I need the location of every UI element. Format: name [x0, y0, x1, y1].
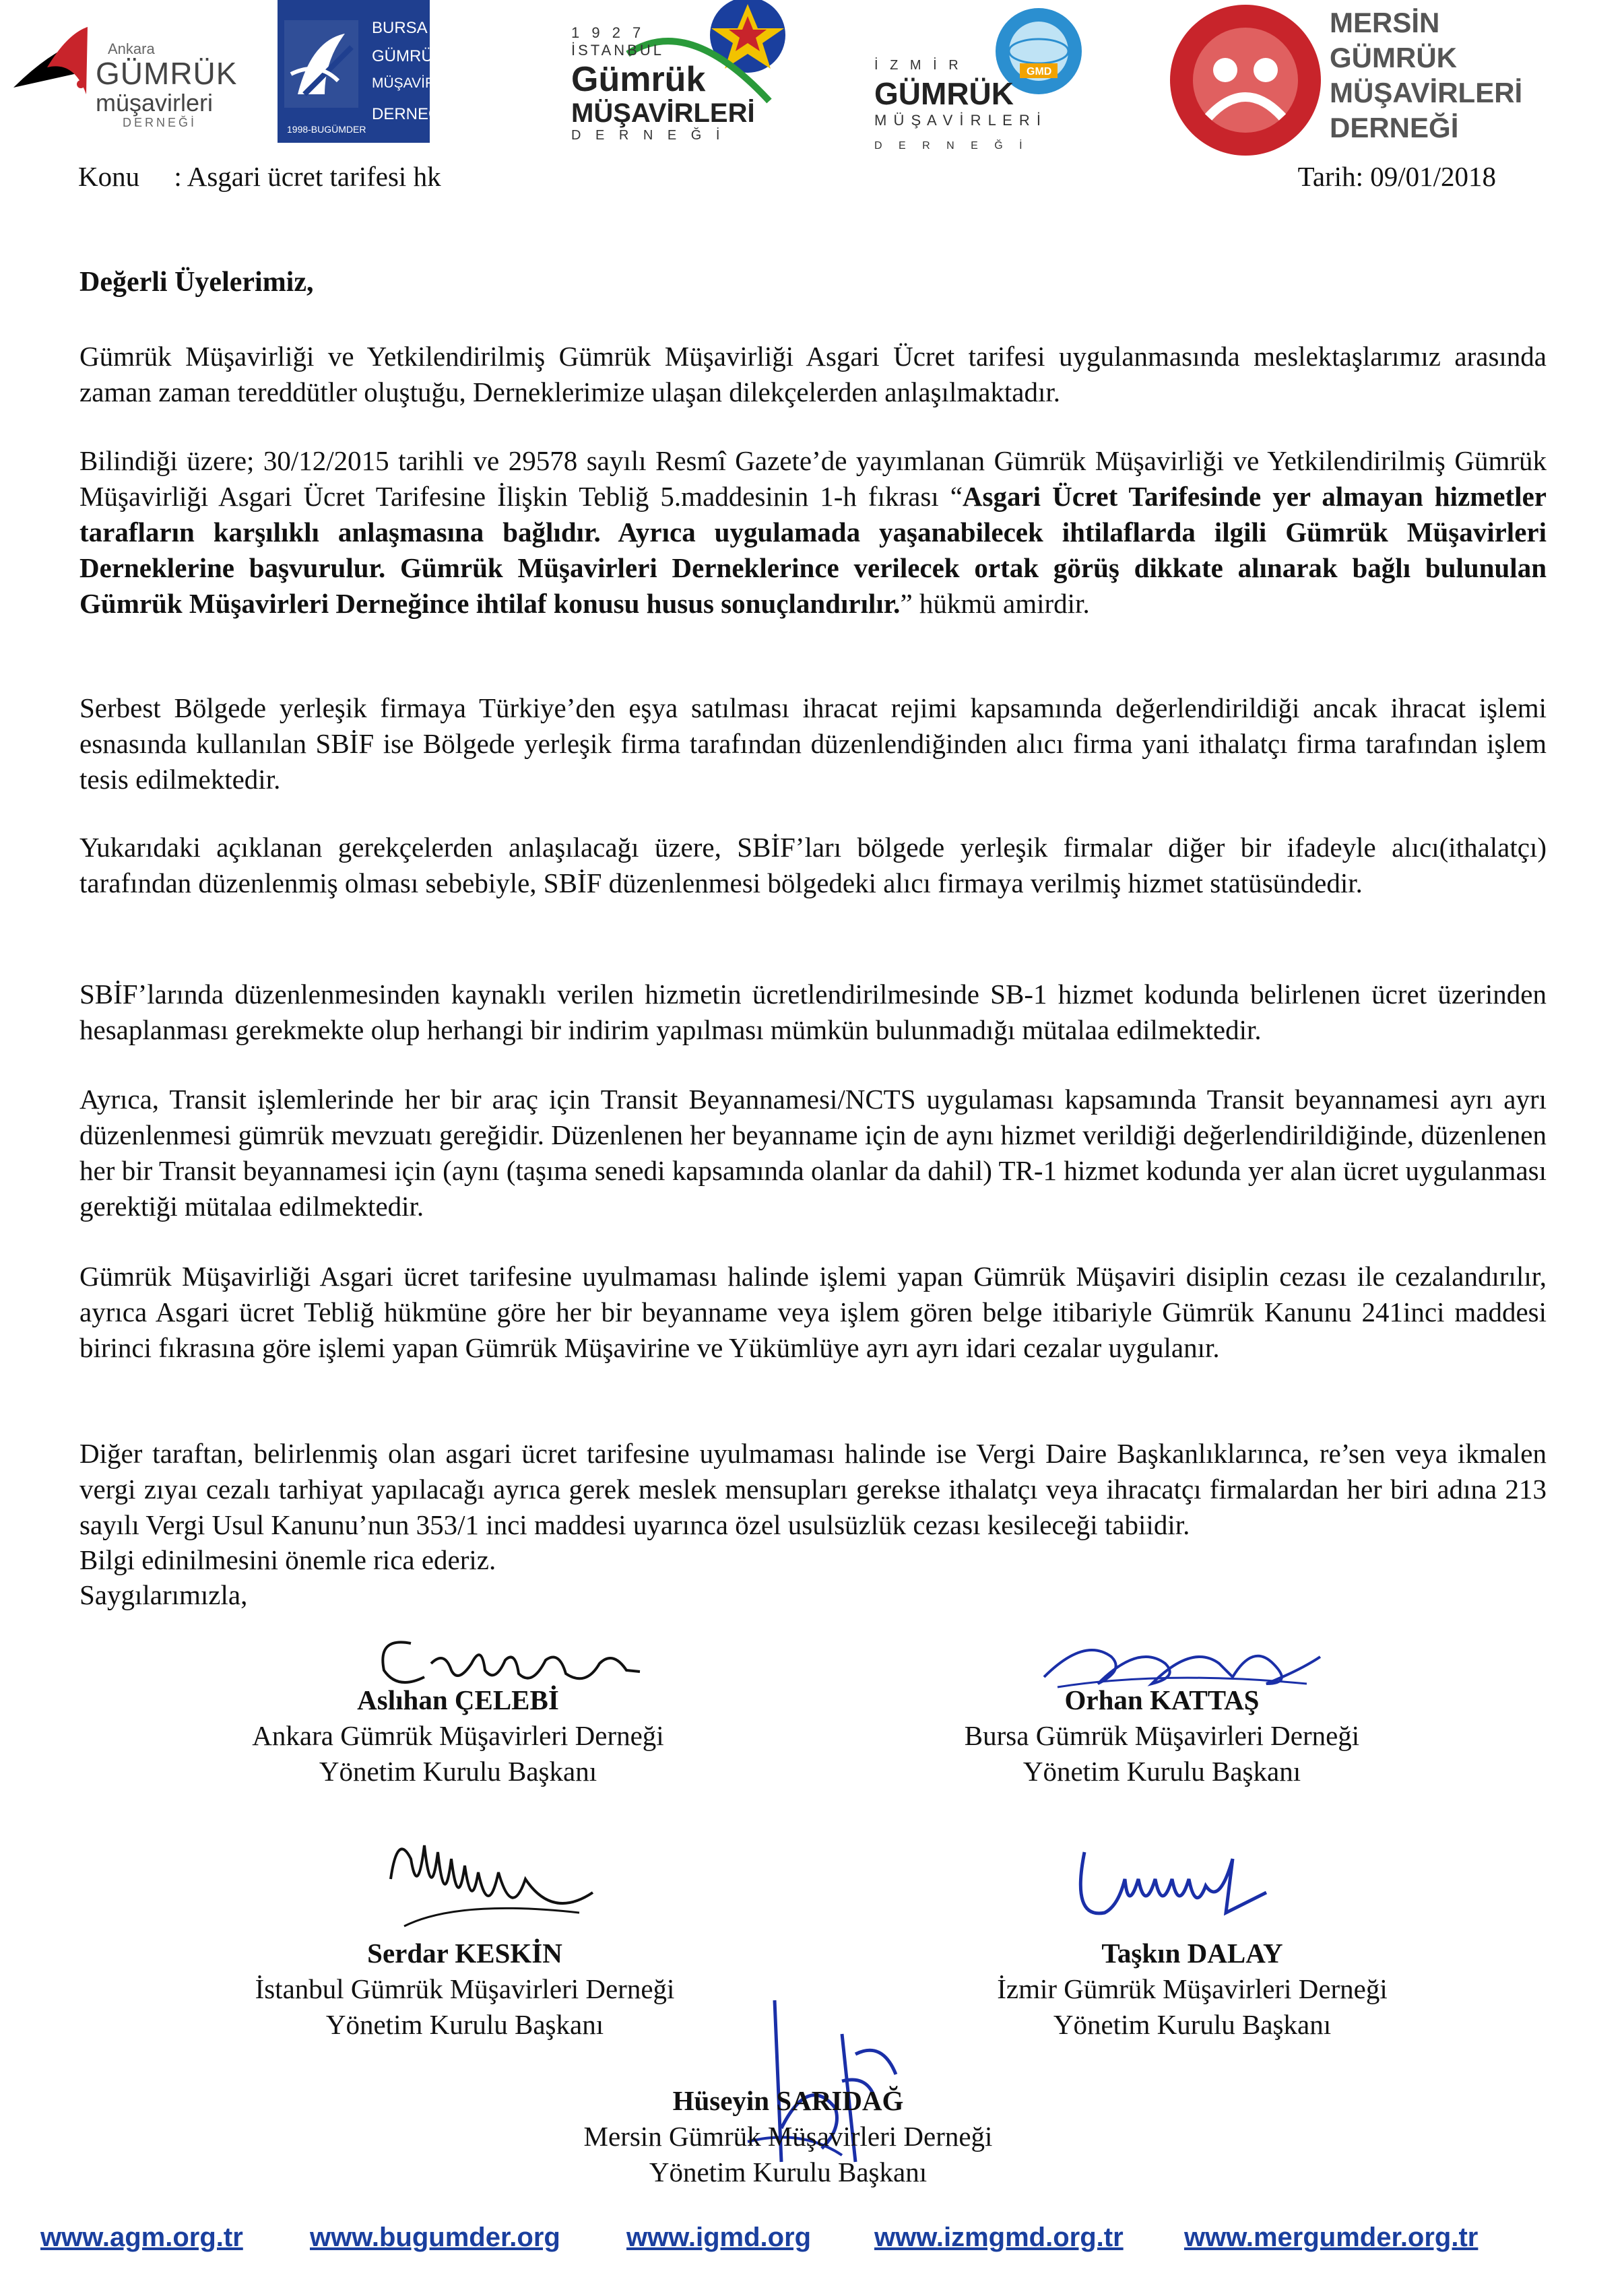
- signatory-istanbul: [202, 1936, 727, 2043]
- signatory-org: Bursa Gümrük Müşavirleri Derneği: [964, 1720, 1360, 1751]
- izmir-logo-sub: M Ü Ş A V İ R L E R İ: [874, 112, 1043, 129]
- signatory-title: Yönetim Kurulu Başkanı: [649, 2157, 928, 2188]
- signatory-name: Hüseyin SARIDAĞ: [672, 2085, 904, 2116]
- footer-link-mergumder[interactable]: www.mergumder.org.tr: [1184, 2223, 1479, 2252]
- bursa-logo-line1: BURSA: [372, 19, 428, 37]
- signatory-name: Aslıhan ÇELEBİ: [357, 1684, 559, 1715]
- footer-link-agm[interactable]: www.agm.org.tr: [40, 2223, 243, 2252]
- paragraph-1: Gümrük Müşavirliği ve Yetkilendirilmiş Gümrük Müşavirliği Asgari Ücret tarifesi uygulanmasında meslektaşlarımız arasında zaman zaman tereddütler oluştuğu, Derneklerimize ulaşan dilekçelerden anlaşılmaktadır.: [79, 341, 1547, 407]
- footer-link-izmgmd[interactable]: www.izmgmd.org.tr: [874, 2223, 1124, 2252]
- signatory-org: Mersin Gümrük Müşavirleri Derneği: [583, 2121, 993, 2152]
- paragraph-3: Serbest Bölgede yerleşik firmaya Türkiye’den eşya satılması ihracat rejimi kapsamında değerlendirildiği ancak ihracat işlemi esnasında kullanılan SBİF ise Bölgede yerleşik firma tarafından düzenlendiğinden alıcı firma yani ithalatçı firma tarafından işlem tesis edilmektedir.: [79, 692, 1547, 795]
- signatory-mersin: [525, 2083, 1051, 2190]
- istanbul-logo-year: 1 9 2 7: [571, 24, 645, 41]
- izmir-logo-badge: GMD: [1027, 66, 1052, 77]
- izmir-logo-org: D E R N E Ğ İ: [874, 140, 1029, 152]
- signatory-title: Yönetim Kurulu Başkanı: [1022, 1756, 1301, 1787]
- mersin-logo-line2: GÜMRÜK: [1330, 42, 1457, 73]
- signatory-name: Orhan KATTAŞ: [1064, 1684, 1260, 1715]
- signatory-title: Yönetim Kurulu Başkanı: [325, 2009, 604, 2040]
- mersin-logo-line3: MÜŞAVİRLERİ: [1330, 77, 1523, 108]
- signatory-ankara: [195, 1682, 721, 1789]
- signatory-name: Taşkın DALAY: [1101, 1938, 1283, 1969]
- ankara-logo-word: GÜMRÜK: [96, 56, 238, 91]
- signatory-org: Ankara Gümrük Müşavirleri Derneği: [252, 1720, 664, 1751]
- paragraph-2-intro: Bilindiği üzere; 30/12/2015 tarihli ve 29578 sayılı Resmî Gazete’de yayımlanan Gümrük Müşavirliği ve Yetkilendirilmiş Gümrük Müşavirliği Asgari Ücret Tarifesine İlişkin Tebliğ 5.maddesinin 1-h fıkrası “: [79, 445, 1547, 512]
- izmir-association-logo: [870, 0, 1093, 162]
- signatory-org: İzmir Gümrük Müşavirleri Derneği: [997, 1973, 1388, 2004]
- bursa-logo-line3: MÜŞAVİRLERİ: [372, 75, 467, 91]
- ankara-logo-org: DERNEĞİ: [123, 116, 197, 129]
- mersin-logo-line4: DERNEĞİ: [1330, 112, 1459, 143]
- letter-subject: Konu : Asgari ücret tarifesi hk: [78, 161, 441, 192]
- istanbul-logo-word: Gümrük: [571, 60, 706, 99]
- bursa-logo-line4: DERNEĞİ: [372, 105, 446, 123]
- signatory-title: Yönetim Kurulu Başkanı: [1053, 2009, 1332, 2040]
- closing-regards: Saygılarımızla,: [79, 1579, 248, 1610]
- mersin-logo-line1: MERSİN: [1330, 7, 1440, 38]
- closing-request: Bilgi edinilmesini önemle rica ederiz.: [79, 1544, 496, 1575]
- izmir-logo-city: İ Z M İ R: [874, 58, 963, 73]
- bursa-association-logo: [278, 0, 467, 143]
- istanbul-association-logo: [567, 0, 793, 147]
- ankara-logo-city: Ankara: [108, 40, 155, 57]
- bursa-logo-line2: GÜMRÜK: [372, 47, 444, 65]
- letter-date: Tarih: 09/01/2018: [1297, 161, 1496, 192]
- signatory-bursa: [886, 1682, 1438, 1789]
- izmir-logo-word: GÜMRÜK: [874, 76, 1014, 111]
- istanbul-logo-org: D E R N E Ğ İ: [571, 128, 725, 143]
- mersin-association-logo: [1168, 0, 1523, 162]
- paragraph-5: SBİF’larında düzenlenmesinden kaynaklı verilen hizmetin ücretlendirilmesinde SB-1 hizmet kodunda belirlenen ücret üzerinden hesaplanması gerekmekte olup herhangi bir indirim yapılması mümkün bulunmadığı mütalaa edilmektedir.: [79, 979, 1547, 1045]
- ankara-association-logo: [7, 13, 238, 135]
- paragraph-2: [79, 443, 1547, 622]
- paragraph-4: Yukarıdaki açıklanan gerekçelerden anlaşılacağı üzere, SBİF’ları bölgede yerleşik firmalar diğer bir ifadeyle alıcı(ithalatçı) tarafından düzenlenmiş olması sebebiyle, SBİF düzenlenmesi bölgedeki alıcı firmaya verilmiş hizmet statüsündedir.: [79, 832, 1547, 898]
- signatory-name: Serdar KESKİN: [367, 1938, 562, 1969]
- paragraph-7: Gümrük Müşavirliği Asgari ücret tarifesine uyulmaması halinde işlemi yapan Gümrük Müşaviri disiplin cezası ile cezalandırılır, ayrıca Asgari ücret Tebliğ hükmüne göre her bir beyanname veya işlem gören belge itibariyle Gümrük Kanunu 241inci maddesi birinci fıkrasına göre işlemi yapan Gümrük Müşavirine ve Yükümlüye ayrı ayrı idari cezalar uygulanır.: [79, 1261, 1547, 1363]
- paragraph-2-end: ” hükmü amirdir.: [900, 588, 1090, 619]
- paragraph-6: Ayrıca, Transit işlemlerinde her bir araç için Transit Beyannamesi/NCTS uygulaması kapsamında Transit beyannamesi ayrı ayrı düzenlenmesi gümrük mevzuatı gereğidir. Düzenlenen her beyanname için de aynı hizmet verildiği değerlendirildiğinde, düzenlenen her bir Transit beyannamesi için (aynı (taşıma senedi kapsamında olanlar da dahil) TR-1 hizmet kodunda yer alan ücret uygulanması gerektiği mütalaa edilmektedir.: [79, 1084, 1547, 1222]
- signatory-title: Yönetim Kurulu Başkanı: [319, 1756, 597, 1787]
- paragraph-2-quote: Asgari Ücret Tarifesinde yer almayan hizmetler tarafların karşılıklı anlaşmasına bağlıdır. Ayrıca uygulamada yaşanabilecek ihtilaflarda ilgili Gümrük Müşavirleri Derneklerine başvurulur. Gümrük Müşavirleri Derneklerince verilecek ortak görüş dikkate alınarak bağlı bulunulan Gümrük Müşavirleri Derneğince ihtilaf konusu husus sonuçlandırılır.: [79, 481, 1547, 619]
- istanbul-logo-sub: MÜŞAVİRLERİ: [571, 98, 755, 128]
- footer-link-igmd[interactable]: www.igmd.org: [626, 2223, 812, 2252]
- ankara-logo-sub: müşavirleri: [96, 89, 214, 117]
- signatory-izmir: [930, 1936, 1455, 2043]
- salutation: Değerli Üyelerimiz,: [79, 267, 314, 298]
- signature-dalay: [1064, 1839, 1293, 1940]
- paragraph-8: Diğer taraftan, belirlenmiş olan asgari ücret tarifesine uyulmaması halinde ise Vergi Daire Başkanlıklarınca, re’sen veya ikmalen vergi zıyaı cezalı tarhiyat yapılacağı ayrıca gerek meslek mensupları gerekse ithalatçı veya ihracatçı firmalardan her biri adına 213 sayılı Vergi Usul Kanunu’nun 353/1 inci maddesi uyarınca özel usulsüzlük cezası kesileceği tabiidir.: [79, 1438, 1547, 1540]
- bursa-logo-tag: 1998-BUGÜMDER: [287, 124, 366, 135]
- footer-link-bugumder[interactable]: www.bugumder.org: [310, 2223, 560, 2252]
- signature-keskin: [377, 1818, 606, 1940]
- istanbul-logo-city: İSTANBUL: [571, 42, 664, 59]
- signatory-org: İstanbul Gümrük Müşavirleri Derneği: [255, 1973, 675, 2004]
